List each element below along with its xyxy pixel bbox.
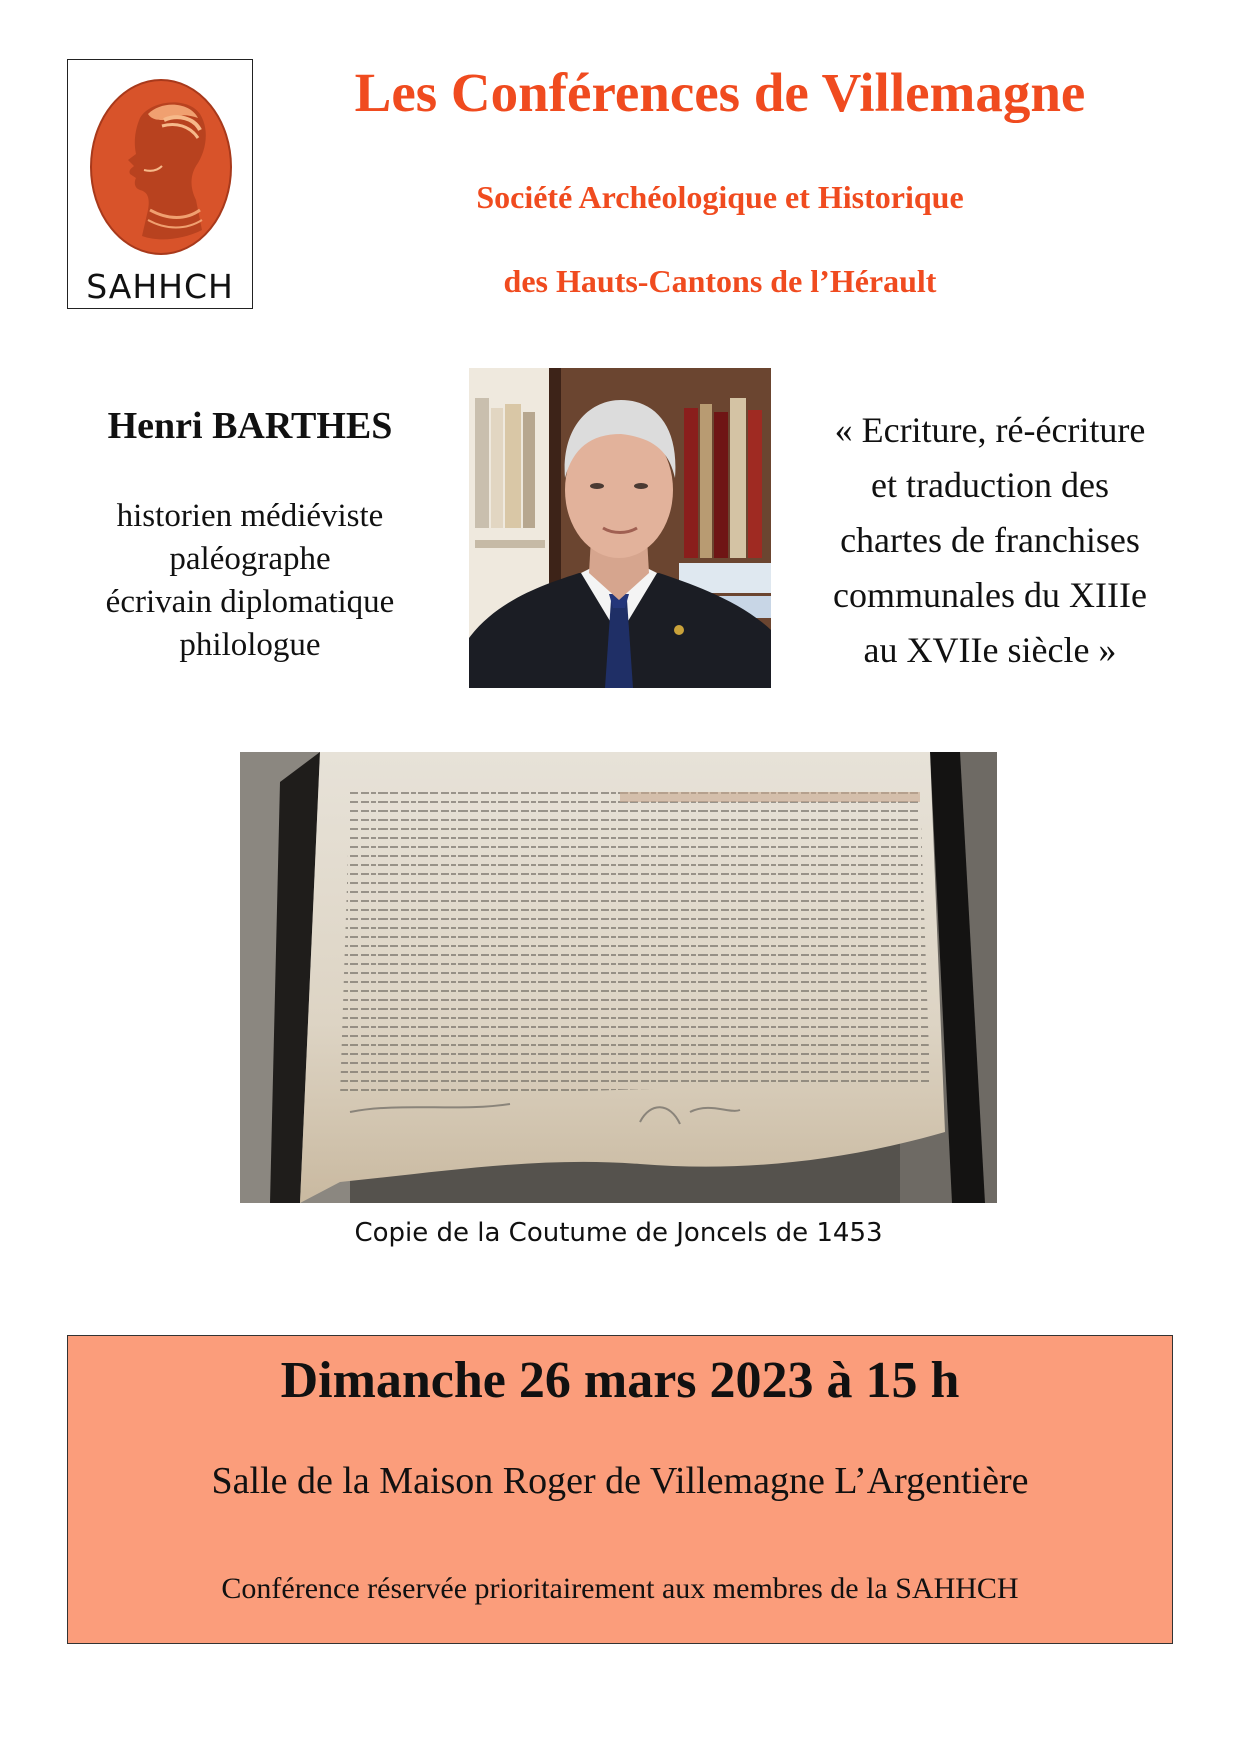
photo-caption: Copie de la Coutume de Joncels de 1453 <box>354 1218 883 1248</box>
lecture-title-line: chartes de franchises <box>840 520 1140 560</box>
society-name-line2: des Hauts-Cantons de l’Hérault <box>503 263 937 299</box>
sahhch-logo <box>67 59 253 309</box>
event-date: Dimanche 26 mars 2023 à 15 h <box>280 1352 960 1409</box>
speaker-roles <box>60 495 440 667</box>
lecture-title-line: « Ecriture, ré-écriture <box>834 410 1146 450</box>
speaker-role: paléographe <box>169 541 331 577</box>
manuscript-photo <box>240 752 997 1203</box>
event-venue: Salle de la Maison Roger de Villemagne L’Argentière <box>211 1460 1029 1502</box>
event-info-box <box>67 1335 1173 1644</box>
logo-text: SAHHCH <box>86 267 234 306</box>
lecture-title-line: au XVIIe siècle » <box>863 630 1117 670</box>
speaker-name: Henri BARTHES <box>107 405 393 447</box>
lecture-title-line: et traduction des <box>871 465 1109 505</box>
speaker-role: écrivain diplomatique <box>105 584 395 620</box>
speaker-role: historien médiéviste <box>116 498 384 534</box>
lecture-title <box>790 403 1190 678</box>
speaker-role: philologue <box>179 627 321 663</box>
lecture-title-line: communales du XIIIe <box>833 575 1147 615</box>
page-title: Les Conférences de Villemagne <box>354 62 1086 123</box>
event-note: Conférence réservée prioritairement aux membres de la SAHHCH <box>221 1572 1019 1605</box>
society-name-line1: Société Archéologique et Historique <box>476 179 964 215</box>
speaker-portrait <box>469 368 771 688</box>
cameo-portrait-icon <box>78 70 244 265</box>
